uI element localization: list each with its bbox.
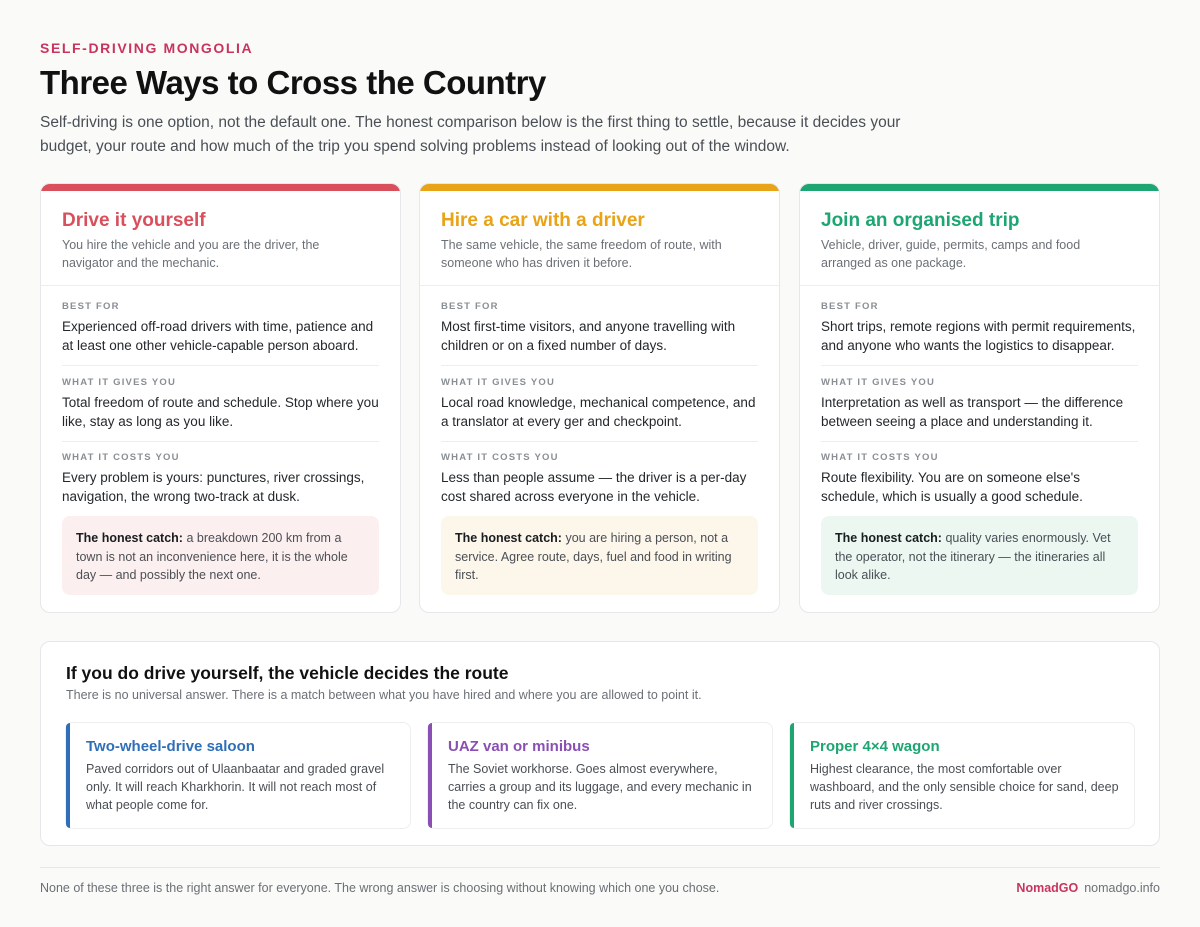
honest-catch-label: The honest catch: xyxy=(455,531,562,545)
costs-label: WHAT IT COSTS YOU xyxy=(441,452,559,463)
costs-text: Every problem is yours: punctures, river crossings, navigation, the wrong two-track at dusk. xyxy=(62,470,365,504)
vehicle-text: The Soviet workhorse. Goes almost everywhere, carries a group and its luggage, and every mechanic in the country can fix one. xyxy=(448,762,752,812)
divider xyxy=(821,365,1138,366)
card-title: Join an organised trip xyxy=(821,210,1020,231)
costs-section xyxy=(441,452,758,506)
best-for-label: BEST FOR xyxy=(62,301,120,312)
option-card-drive-yourself xyxy=(40,183,401,613)
gives-section xyxy=(62,377,379,431)
vehicle-title: Proper 4×4 wagon xyxy=(810,738,940,755)
honest-catch-text: a breakdown 200 km from a town is not an inconvenience here, it is the whole day — and possibly the next one. xyxy=(76,531,348,582)
options-grid xyxy=(40,183,1160,613)
best-for-section xyxy=(62,301,379,355)
card-accent-bar xyxy=(41,184,400,191)
card-title: Hire a car with a driver xyxy=(441,210,645,231)
honest-catch-text: you are hiring a person, not a service. Agree route, days, fuel and food in writing first. xyxy=(455,531,732,582)
costs-section xyxy=(821,452,1138,506)
honest-catch-box xyxy=(62,516,379,595)
divider xyxy=(62,441,379,442)
costs-label: WHAT IT COSTS YOU xyxy=(821,452,939,463)
costs-text: Less than people assume — the driver is a per-day cost shared across everyone in the vehicle. xyxy=(441,470,747,504)
best-for-text: Short trips, remote regions with permit requirements, and anyone who wants the logistics to disappear. xyxy=(821,319,1136,353)
divider xyxy=(62,365,379,366)
vehicle-accent xyxy=(66,723,70,828)
vehicle-title: Two-wheel-drive saloon xyxy=(86,738,255,755)
honest-catch-label: The honest catch: xyxy=(76,531,183,545)
vehicle-text: Highest clearance, the most comfortable over washboard, and the only sensible choice for sand, deep ruts and river crossings. xyxy=(810,762,1119,812)
card-accent-bar xyxy=(420,184,779,191)
card-accent-bar xyxy=(800,184,1159,191)
best-for-label: BEST FOR xyxy=(821,301,879,312)
vehicle-section-title: If you do drive yourself, the vehicle decides the route xyxy=(66,663,509,683)
vehicle-section-subtitle: There is no universal answer. There is a match between what you have hired and where you are allowed to point it. xyxy=(66,688,702,702)
best-for-label: BEST FOR xyxy=(441,301,499,312)
card-header xyxy=(800,191,1159,286)
divider xyxy=(441,365,758,366)
footer-note: None of these three is the right answer for everyone. The wrong answer is choosing without knowing which one you chose. xyxy=(40,881,720,895)
vehicle-text: Paved corridors out of Ulaanbaatar and graded gravel only. It will reach Kharkhorin. It will not reach most of what people come for. xyxy=(86,762,385,812)
vehicle-card-saloon xyxy=(65,722,411,829)
divider xyxy=(821,441,1138,442)
vehicle-section xyxy=(40,641,1160,846)
card-subtitle: Vehicle, driver, guide, permits, camps and food arranged as one package. xyxy=(821,238,1081,270)
best-for-text: Experienced off-road drivers with time, patience and at least one other vehicle-capable person aboard. xyxy=(62,319,374,353)
vehicle-title: UAZ van or minibus xyxy=(448,738,590,755)
vehicle-card-uaz xyxy=(427,722,773,829)
card-title: Drive it yourself xyxy=(62,210,206,231)
option-card-organised-trip xyxy=(799,183,1160,613)
footer-brand xyxy=(1016,881,1160,895)
best-for-section xyxy=(441,301,758,355)
footer-divider xyxy=(40,867,1160,868)
vehicle-accent xyxy=(790,723,794,828)
costs-section xyxy=(62,452,379,506)
card-subtitle: The same vehicle, the same freedom of route, with someone who has driven it before. xyxy=(441,238,722,270)
gives-text: Local road knowledge, mechanical competence, and a translator at every ger and checkpoint. xyxy=(441,395,756,429)
vehicle-accent xyxy=(428,723,432,828)
gives-label: WHAT IT GIVES YOU xyxy=(62,377,176,388)
option-card-hire-driver xyxy=(419,183,780,613)
gives-text: Interpretation as well as transport — the difference between seeing a place and understanding it. xyxy=(821,395,1124,429)
gives-section xyxy=(821,377,1138,431)
honest-catch-box xyxy=(821,516,1138,595)
gives-label: WHAT IT GIVES YOU xyxy=(441,377,555,388)
costs-text: Route flexibility. You are on someone else's schedule, which is usually a good schedule. xyxy=(821,470,1083,504)
page-title: Three Ways to Cross the Country xyxy=(40,64,546,101)
gives-section xyxy=(441,377,758,431)
brand-name[interactable]: NomadGO xyxy=(1016,881,1079,895)
card-subtitle: You hire the vehicle and you are the driver, the navigator and the mechanic. xyxy=(62,238,320,270)
best-for-section xyxy=(821,301,1138,355)
brand-site-link[interactable]: nomadgo.info xyxy=(1084,881,1160,895)
divider xyxy=(441,441,758,442)
eyebrow: SELF-DRIVING MONGOLIA xyxy=(40,40,254,56)
honest-catch-text: quality varies enormously. Vet the operator, not the itinerary — the itineraries all look alike. xyxy=(835,531,1111,582)
gives-label: WHAT IT GIVES YOU xyxy=(821,377,935,388)
honest-catch-label: The honest catch: xyxy=(835,531,942,545)
intro-paragraph: Self-driving is one option, not the default one. The honest comparison below is the first thing to settle, because it decides your budget, your route and how much of the trip you spend solving problems instead of looking out of the window. xyxy=(40,114,901,155)
card-header xyxy=(420,191,779,286)
gives-text: Total freedom of route and schedule. Stop where you like, stay as long as you like. xyxy=(62,395,379,429)
best-for-text: Most first-time visitors, and anyone travelling with children or on a fixed number of days. xyxy=(441,319,736,353)
vehicle-card-4x4 xyxy=(789,722,1135,829)
card-header xyxy=(41,191,400,286)
honest-catch-box xyxy=(441,516,758,595)
costs-label: WHAT IT COSTS YOU xyxy=(62,452,180,463)
